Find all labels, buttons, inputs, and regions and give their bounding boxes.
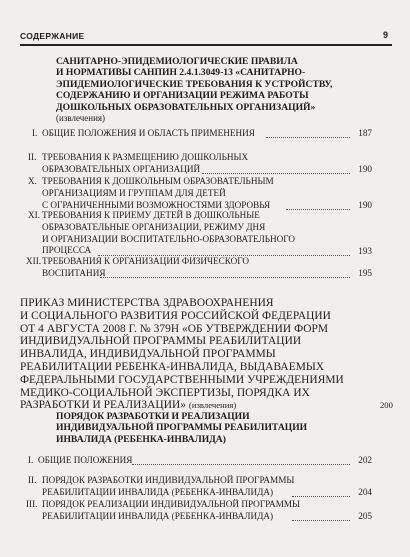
dot-leader xyxy=(202,172,350,174)
entry-number: XI. xyxy=(28,210,40,220)
title-line: САНИТАРНО-ЭПИДЕМИОЛОГИЧЕСКИЕ ПРАВИЛА xyxy=(56,56,298,67)
toc-entry[interactable] xyxy=(28,475,372,499)
entry-line: ТРЕБОВАНИЯ К РАЗМЕЩЕНИЮ ДОШКОЛЬНЫХ xyxy=(42,152,249,162)
title-line: ИНДИВИДУАЛЬНОЙ ПРОГРАММЫ РЕАБИЛИТАЦИИ xyxy=(20,335,302,348)
title-line: РАЗРАБОТКИ И РЕАЛИЗАЦИИ» xyxy=(20,399,186,412)
entry-page: 187 xyxy=(358,128,372,139)
entry-line: ОБЩИЕ ПОЛОЖЕНИЯ И ОБЛАСТЬ ПРИМЕНЕНИЯ xyxy=(42,128,255,138)
entry-line: ВОСПИТАНИЯ xyxy=(42,267,106,278)
toc-entry[interactable] xyxy=(28,152,372,176)
title-line: ПРИКАЗ МИНИСТЕРСТВА ЗДРАВООХРАНЕНИЯ xyxy=(20,297,274,309)
entry-page: 190 xyxy=(358,164,372,175)
page-header xyxy=(0,28,410,50)
title-line: ЭПИДЕМИОЛОГИЧЕСКИЕ ТРЕБОВАНИЯ К УСТРОЙСТВУ, xyxy=(56,78,333,90)
title-line: СОДЕРЖАНИЮ И ОРГАНИЗАЦИИ РЕЖИМА РАБОТЫ xyxy=(56,90,309,102)
entry-number: III. xyxy=(26,499,38,509)
title-line: ПОРЯДОК РАЗРАБОТКИ И РЕАЛИЗАЦИИ xyxy=(56,411,250,422)
dot-leader xyxy=(292,495,350,497)
entry-line: ОРГАНИЗАЦИЯМ И ГРУППАМ ДЛЯ ДЕТЕЙ xyxy=(42,187,226,198)
title-line: ДОШКОЛЬНЫХ ОБРАЗОВАТЕЛЬНЫХ ОРГАНИЗАЦИЙ» xyxy=(56,101,316,113)
title-line: ОТ 4 АВГУСТА 2008 Г. № 379Н «ОБ УТВЕРЖДЕНИИ ФОРМ xyxy=(20,322,329,335)
entry-page: 204 xyxy=(358,487,372,498)
title-line: РЕАБИЛИТАЦИИ РЕБЕНКА-ИНВАЛИДА, ВЫДАВАЕМЫХ xyxy=(20,360,325,373)
excerpt-note: (извлечения) xyxy=(188,400,237,411)
section-title-ipr-procedure xyxy=(56,411,376,445)
entry-line: ТРЕБОВАНИЯ К ОРГАНИЗАЦИИ ФИЗИЧЕСКОГО xyxy=(42,256,249,266)
entry-line: ОБРАЗОВАТЕЛЬНЫХ ОРГАНИЗАЦИЙ xyxy=(42,163,201,174)
title-line: И СОЦИАЛЬНОГО РАЗВИТИЯ РОССИЙСКОЙ ФЕДЕРАЦИИ xyxy=(20,309,331,322)
header-rule xyxy=(20,44,392,46)
toc-entry[interactable] xyxy=(28,176,372,212)
running-title: СОДЕРЖАНИЕ xyxy=(20,31,85,41)
entry-page: 195 xyxy=(358,268,372,279)
entry-line: С ОГРАНИЧЕННЫМИ ВОЗМОЖНОСТЯМИ ЗДОРОВЬЯ xyxy=(42,199,271,210)
toc-entry[interactable] xyxy=(32,128,372,140)
dot-leader xyxy=(292,519,350,521)
entry-line: И ОРГАНИЗАЦИИ ВОСПИТАТЕЛЬНО-ОБРАЗОВАТЕЛЬНОГО xyxy=(42,233,295,244)
dot-leader xyxy=(100,276,350,278)
title-line: ФЕДЕРАЛЬНЫМИ ГОСУДАРСТВЕННЫМИ УЧРЕЖДЕНИЯМИ xyxy=(20,373,344,386)
entry-line: РЕАБИЛИТАЦИИ ИНВАЛИДА (РЕБЕНКА-ИНВАЛИДА) xyxy=(42,510,274,521)
page-number: 9 xyxy=(382,30,388,40)
entry-line: ТРЕБОВАНИЯ К ПРИЕМУ ДЕТЕЙ В ДОШКОЛЬНЫЕ xyxy=(42,210,260,220)
toc-entry[interactable] xyxy=(28,210,372,258)
entry-number: I. xyxy=(32,128,38,138)
section-title-order-379n[interactable] xyxy=(20,297,395,412)
entry-page: 200 xyxy=(379,400,393,411)
entry-page: 193 xyxy=(358,246,372,257)
entry-page: 190 xyxy=(358,200,372,211)
entry-line: ПОРЯДОК РАЗРАБОТКИ ИНДИВИДУАЛЬНОЙ ПРОГРАММЫ xyxy=(42,475,295,485)
entry-line: ПРОЦЕССА xyxy=(42,245,92,256)
title-line: ИНДИВИДУАЛЬНОЙ ПРОГРАММЫ РЕАБИЛИТАЦИИ xyxy=(56,422,308,434)
title-line: ИНВАЛИДА, ИНДИВИДУАЛЬНОЙ ПРОГРАММЫ xyxy=(20,348,276,361)
dot-leader xyxy=(266,136,350,138)
dot-leader xyxy=(132,463,350,465)
entry-page: 205 xyxy=(358,511,372,522)
toc-entry[interactable] xyxy=(26,499,372,523)
title-line: МЕДИКО-СОЦИАЛЬНОЙ ЭКСПЕРТИЗЫ, ПОРЯДКА ИХ xyxy=(20,386,310,399)
entry-number: X. xyxy=(28,176,37,186)
entry-line: ПОРЯДОК РЕАЛИЗАЦИИ ИНДИВИДУАЛЬНОЙ ПРОГРАММЫ xyxy=(42,499,301,509)
entry-number: II. xyxy=(28,475,37,485)
entry-line: РЕАБИЛИТАЦИИ ИНВАЛИДА (РЕБЕНКА-ИНВАЛИДА) xyxy=(42,486,274,497)
entry-number: XII. xyxy=(26,256,42,266)
toc-entry[interactable] xyxy=(28,455,372,467)
entry-number: II. xyxy=(28,152,37,162)
title-line: И НОРМАТИВЫ САНПИН 2.4.1.3049-13 «САНИТАРНО- xyxy=(56,67,306,79)
section-title-sanpin xyxy=(56,56,376,124)
excerpt-note: (извлечения) xyxy=(56,113,106,124)
entry-page: 202 xyxy=(358,455,372,466)
entry-line: ОБРАЗОВАТЕЛЬНЫЕ ОРГАНИЗАЦИИ, РЕЖИМУ ДНЯ xyxy=(42,221,266,232)
entry-line: ТРЕБОВАНИЯ К ДОШКОЛЬНЫМ ОБРАЗОВАТЕЛЬНЫМ xyxy=(42,176,274,186)
entry-number: I. xyxy=(28,455,34,465)
toc-entry[interactable] xyxy=(26,256,372,280)
title-line: ИНВАЛИДА (РЕБЕНКА-ИНВАЛИДА) xyxy=(56,433,226,445)
entry-line: ОБЩИЕ ПОЛОЖЕНИЯ xyxy=(38,455,133,465)
